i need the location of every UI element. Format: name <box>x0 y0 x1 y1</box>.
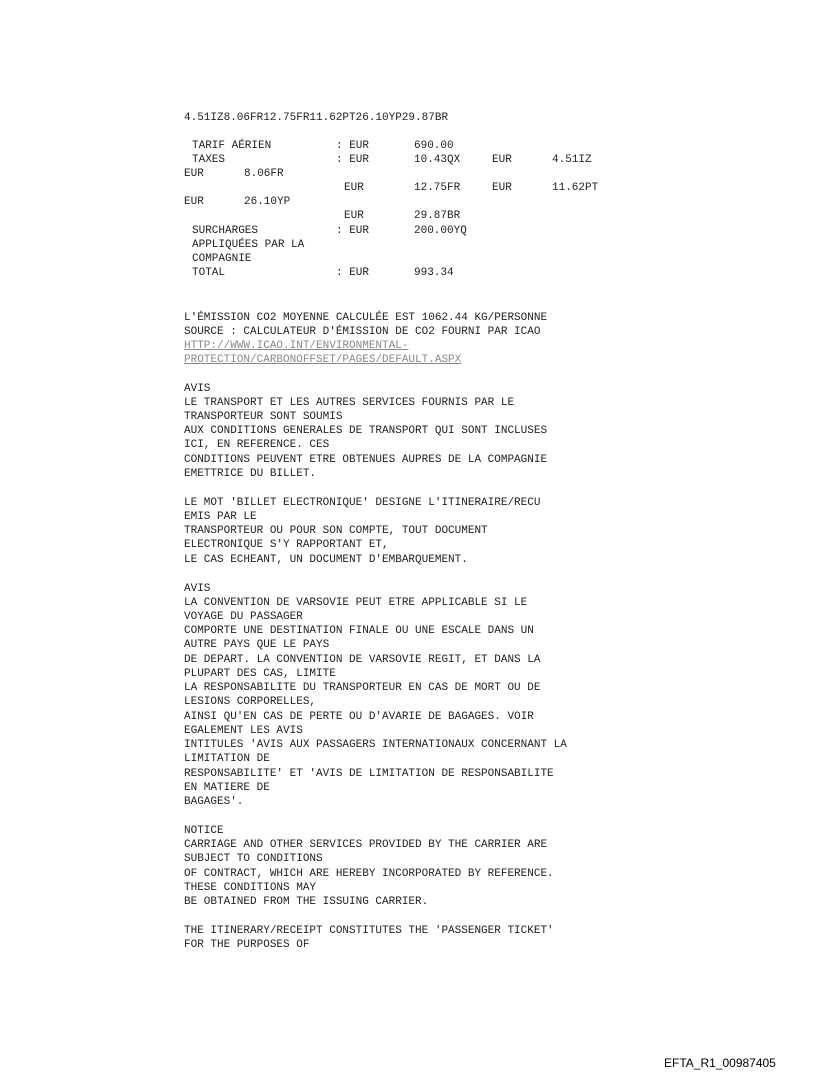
warsaw-text: LESIONS CORPORELLES, <box>184 696 317 708</box>
bates-number: EFTA_R1_00987405 <box>664 1056 776 1070</box>
eticket-text: EMIS PAR LE <box>184 511 257 523</box>
notice-heading: AVIS <box>184 583 211 595</box>
eticket-text: ELECTRONIQUE S'Y RAPPORTANT ET, <box>184 539 389 551</box>
notice-text: SUBJECT TO CONDITIONS <box>184 853 323 865</box>
warsaw-text: DE DEPART. LA CONVENTION DE VARSOVIE REGIT, ET DANS LA <box>184 654 541 666</box>
tax-currency: EUR <box>184 168 204 180</box>
notice-text: AUX CONDITIONS GENERALES DE TRANSPORT QUI SONT INCLUSES <box>184 425 548 437</box>
tax-value: 26.10YP <box>244 196 291 208</box>
icao-link[interactable]: HTTP://WWW.ICAO.INT/ENVIRONMENTAL- <box>184 340 409 352</box>
icao-link[interactable]: PROTECTION/CARBONOFFSET/PAGES/DEFAULT.ASPX <box>184 354 462 366</box>
tarif-label: TARIF AÉRIEN <box>192 140 272 152</box>
warsaw-text: AUTRE PAYS QUE LE PAYS <box>184 639 330 651</box>
notice-text: CARRIAGE AND OTHER SERVICES PROVIDED BY THE CARRIER ARE <box>184 839 548 851</box>
notice-heading: NOTICE <box>184 825 224 837</box>
surcharges-value: 200.00YQ <box>414 225 467 237</box>
eticket-text: LE CAS ECHEANT, UN DOCUMENT D'EMBARQUEMENT. <box>184 554 468 566</box>
tax-value: 12.75FR <box>414 182 461 194</box>
tarif-value: 690.00 <box>414 140 454 152</box>
total-label: TOTAL <box>192 267 226 279</box>
surcharges-label: SURCHARGES <box>192 225 259 237</box>
notice-text: LE TRANSPORT ET LES AUTRES SERVICES FOURNIS PAR LE <box>184 397 515 409</box>
warsaw-text: COMPORTE UNE DESTINATION FINALE OU UNE ESCALE DANS UN <box>184 625 534 637</box>
surcharges-label: APPLIQUÉES PAR LA <box>192 239 305 251</box>
tax-currency: EUR <box>344 182 364 194</box>
itinerary-text: FOR THE PURPOSES OF <box>184 939 310 951</box>
tax-value: 11.62PT <box>552 182 599 194</box>
itinerary-text: THE ITINERARY/RECEIPT CONSTITUTES THE 'PASSENGER TICKET' <box>184 925 554 937</box>
tax-currency: EUR <box>344 210 364 222</box>
taxes-currency: : EUR <box>336 154 370 166</box>
warsaw-text: LA CONVENTION DE VARSOVIE PEUT ETRE APPLICABLE SI LE <box>184 597 528 609</box>
tax-currency: EUR <box>492 154 512 166</box>
tax-currency: EUR <box>492 182 512 194</box>
notice-text: THESE CONDITIONS MAY <box>184 882 317 894</box>
warsaw-text: BAGAGES'. <box>184 796 244 808</box>
co2-emission-text: L'ÉMISSION CO2 MOYENNE CALCULÉE EST 1062.44 KG/PERSONNE <box>184 312 548 324</box>
notice-text: ICI, EN REFERENCE. CES <box>184 439 330 451</box>
warsaw-text: LA RESPONSABILITE DU TRANSPORTEUR EN CAS DE MORT OU DE <box>184 682 541 694</box>
warsaw-text: INTITULES 'AVIS AUX PASSAGERS INTERNATIONAUX CONCERNANT LA <box>184 739 567 751</box>
surcharges-currency: : EUR <box>336 225 370 237</box>
notice-text: OF CONTRACT, WHICH ARE HEREBY INCORPORATED BY REFERENCE. <box>184 868 554 880</box>
tax-value: 8.06FR <box>244 168 284 180</box>
total-value: 993.34 <box>414 267 454 279</box>
co2-source-text: SOURCE : CALCULATEUR D'ÉMISSION DE CO2 FOURNI PAR ICAO <box>184 326 541 338</box>
notice-text: CONDITIONS PEUVENT ETRE OBTENUES AUPRES DE LA COMPAGNIE <box>184 454 548 466</box>
fare-calc-code: 4.51IZ8.06FR12.75FR11.62PT26.10YP29.87BR <box>184 112 449 124</box>
surcharges-label: COMPAGNIE <box>192 253 252 265</box>
eticket-text: TRANSPORTEUR OU POUR SON COMPTE, TOUT DOCUMENT <box>184 525 488 537</box>
notice-text: TRANSPORTEUR SONT SOUMIS <box>184 411 343 423</box>
tarif-currency: : EUR <box>336 140 370 152</box>
warsaw-text: EN MATIERE DE <box>184 782 270 794</box>
notice-text: EMETTRICE DU BILLET. <box>184 468 317 480</box>
notice-heading: AVIS <box>184 383 211 395</box>
warsaw-text: PLUPART DES CAS, LIMITE <box>184 668 336 680</box>
tax-value: 29.87BR <box>414 210 461 222</box>
tax-value: 4.51IZ <box>552 154 592 166</box>
tax-currency: EUR <box>184 196 204 208</box>
warsaw-text: AINSI QU'EN CAS DE PERTE OU D'AVARIE DE BAGAGES. VOIR <box>184 711 534 723</box>
warsaw-text: RESPONSABILITE' ET 'AVIS DE LIMITATION DE RESPONSABILITE <box>184 768 554 780</box>
tax-value: 10.43QX <box>414 154 461 166</box>
notice-text: BE OBTAINED FROM THE ISSUING CARRIER. <box>184 896 429 908</box>
eticket-text: LE MOT 'BILLET ELECTRONIQUE' DESIGNE L'ITINERAIRE/RECU <box>184 497 541 509</box>
total-currency: : EUR <box>336 267 370 279</box>
taxes-label: TAXES <box>192 154 226 166</box>
warsaw-text: VOYAGE DU PASSAGER <box>184 611 303 623</box>
warsaw-text: LIMITATION DE <box>184 753 270 765</box>
warsaw-text: EGALEMENT LES AVIS <box>184 725 303 737</box>
